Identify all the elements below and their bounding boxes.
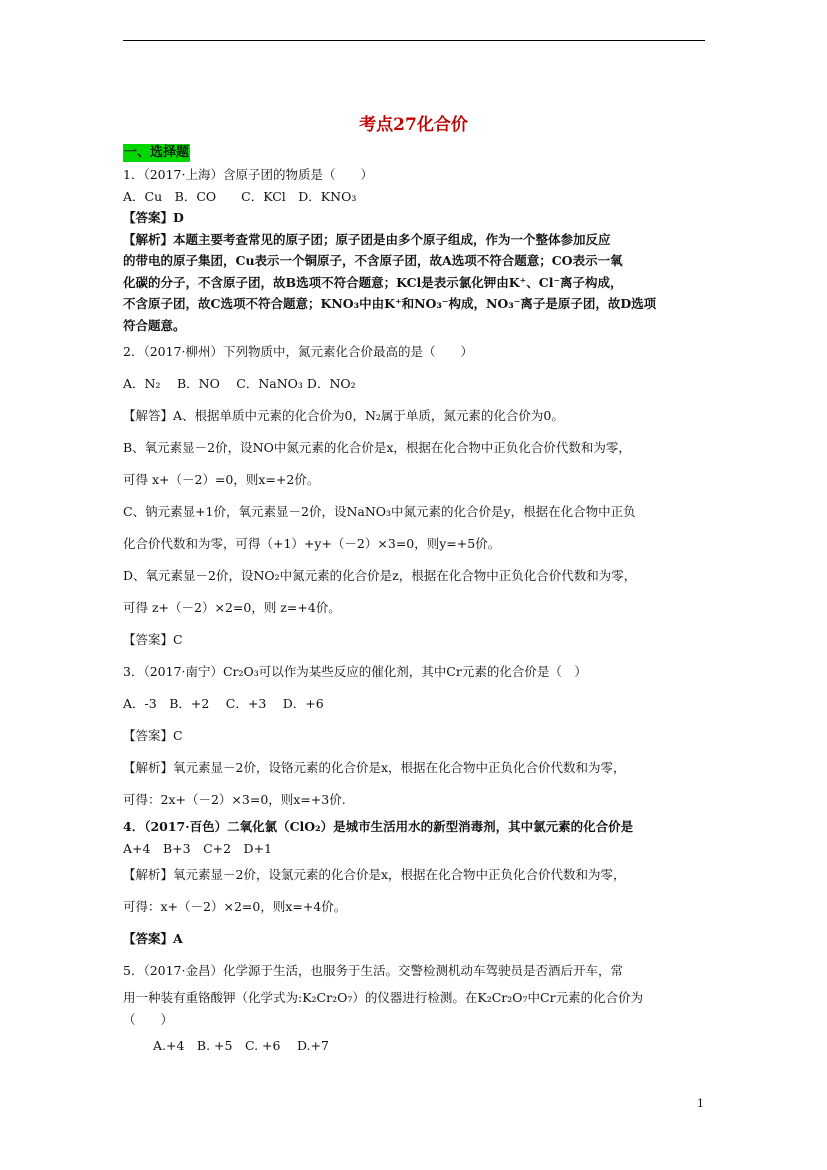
question-2-solution: 化合价代数和为零，可得（+1）+y+（－2）×3=0，则y=+5价。 (123, 536, 501, 551)
question-1-analysis: 的带电的原子集团，Cu表示一个铜原子，不含原子团，故A选项不符合题意；CO表示一氧 (123, 253, 623, 268)
question-5: （ ） (123, 1011, 174, 1027)
question-3-answer: 【答案】C (123, 728, 183, 743)
question-3: 3．（2017·南宁）Cr₂O₃可以作为某些反应的催化剂，其中Cr元素的化合价是（ ） (123, 664, 587, 679)
question-1-analysis: 【解析】本题主要考查常见的原子团；原子团是由多个原子组成，作为一个整体参加反应 (123, 231, 611, 247)
question-2-solution: C、钠元素显+1价，氧元素显－2价，设NaNO₃中氮元素的化合价是y，根据在化合物中正负 (123, 504, 636, 519)
page-number: 1 (697, 1097, 704, 1110)
question-2-solution: 可得 x+（－2）=0，则x=+2价。 (123, 472, 320, 487)
question-2-solution: B、氧元素显－2价，设NO中氮元素的化合价是x，根据在化合物中正负化合价代数和为零， (123, 440, 631, 455)
page-title: 考点27化合价 (359, 115, 468, 135)
question-5: 5．（2017·金昌）化学源于生活，也服务于生活。交警检测机动车驾驶员是否酒后开车，常 (123, 963, 623, 978)
question-5-options: A.+4 B. +5 C. +6 D.+7 (153, 1038, 329, 1053)
question-1-options: A．Cu B．CO C．KCl D．KNO₃ (123, 188, 357, 204)
question-1-analysis: 符合题意。 (123, 317, 186, 333)
question-2-solution: D、氧元素显－2价，设NO₂中氮元素的化合价是z，根据在化合物中正负化合价代数和为零， (123, 568, 637, 583)
question-2-solution: 可得 z+（－2）×2=0，则 z=+4价。 (123, 600, 341, 615)
question-2-solution: 【解答】A、根据单质中元素的化合价为0，N₂属于单质，氮元素的化合价为0。 (123, 408, 564, 423)
question-2-options: A．N₂ B．NO C．NaNO₃ D．NO₂ (123, 376, 356, 391)
question-4-options: A+4 B+3 C+2 D+1 (123, 840, 273, 856)
question-1: 1．（2017·上海）含原子团的物质是（ ） (123, 167, 373, 182)
question-4: 4．（2017·百色）二氧化氯（ClO₂）是城市生活用水的新型消毒剂，其中氯元素的化合价是 (123, 819, 634, 834)
question-1-analysis: 不含原子团，故C选项不符合题意；KNO₃中由K⁺和NO₃⁻构成，NO₃⁻离子是原子团，故D选项 (123, 296, 657, 311)
document-body (123, 144, 713, 1062)
question-3-analysis: 【解析】氧元素显－2价，设铬元素的化合价是x，根据在化合物中正负化合价代数和为零， (123, 760, 626, 775)
question-4-answer: 【答案】A (123, 931, 183, 946)
section-heading: 一、选择题 (124, 145, 190, 160)
header-rule (123, 40, 705, 41)
question-1-analysis: 化碳的分子，不含原子团，故B选项不符合题意；KCl是表示氯化钾由K⁺、Cl⁻离子构成， (123, 274, 623, 290)
question-4-analysis: 可得：x+（－2）×2=0，则x=+4价。 (123, 899, 347, 914)
question-5: 用一种装有重铬酸钾（化学式为:K₂Cr₂O₇）的仪器进行检测。在K₂Cr₂O₇中Cr元素的化合价为 (123, 990, 644, 1005)
question-1-answer: 【答案】D (123, 210, 184, 225)
question-3-options: A．-3 B．+2 C．+3 D．+6 (123, 696, 324, 711)
question-2-answer: 【答案】C (123, 632, 183, 647)
question-2: 2．（2017·柳州）下列物质中，氮元素化合价最高的是（ ） (123, 344, 473, 359)
question-3-analysis: 可得：2x+（－2）×3=0，则x=+3价. (123, 792, 346, 807)
question-4-analysis: 【解析】氧元素显－2价，设氯元素的化合价是x，根据在化合物中正负化合价代数和为零， (123, 867, 626, 882)
